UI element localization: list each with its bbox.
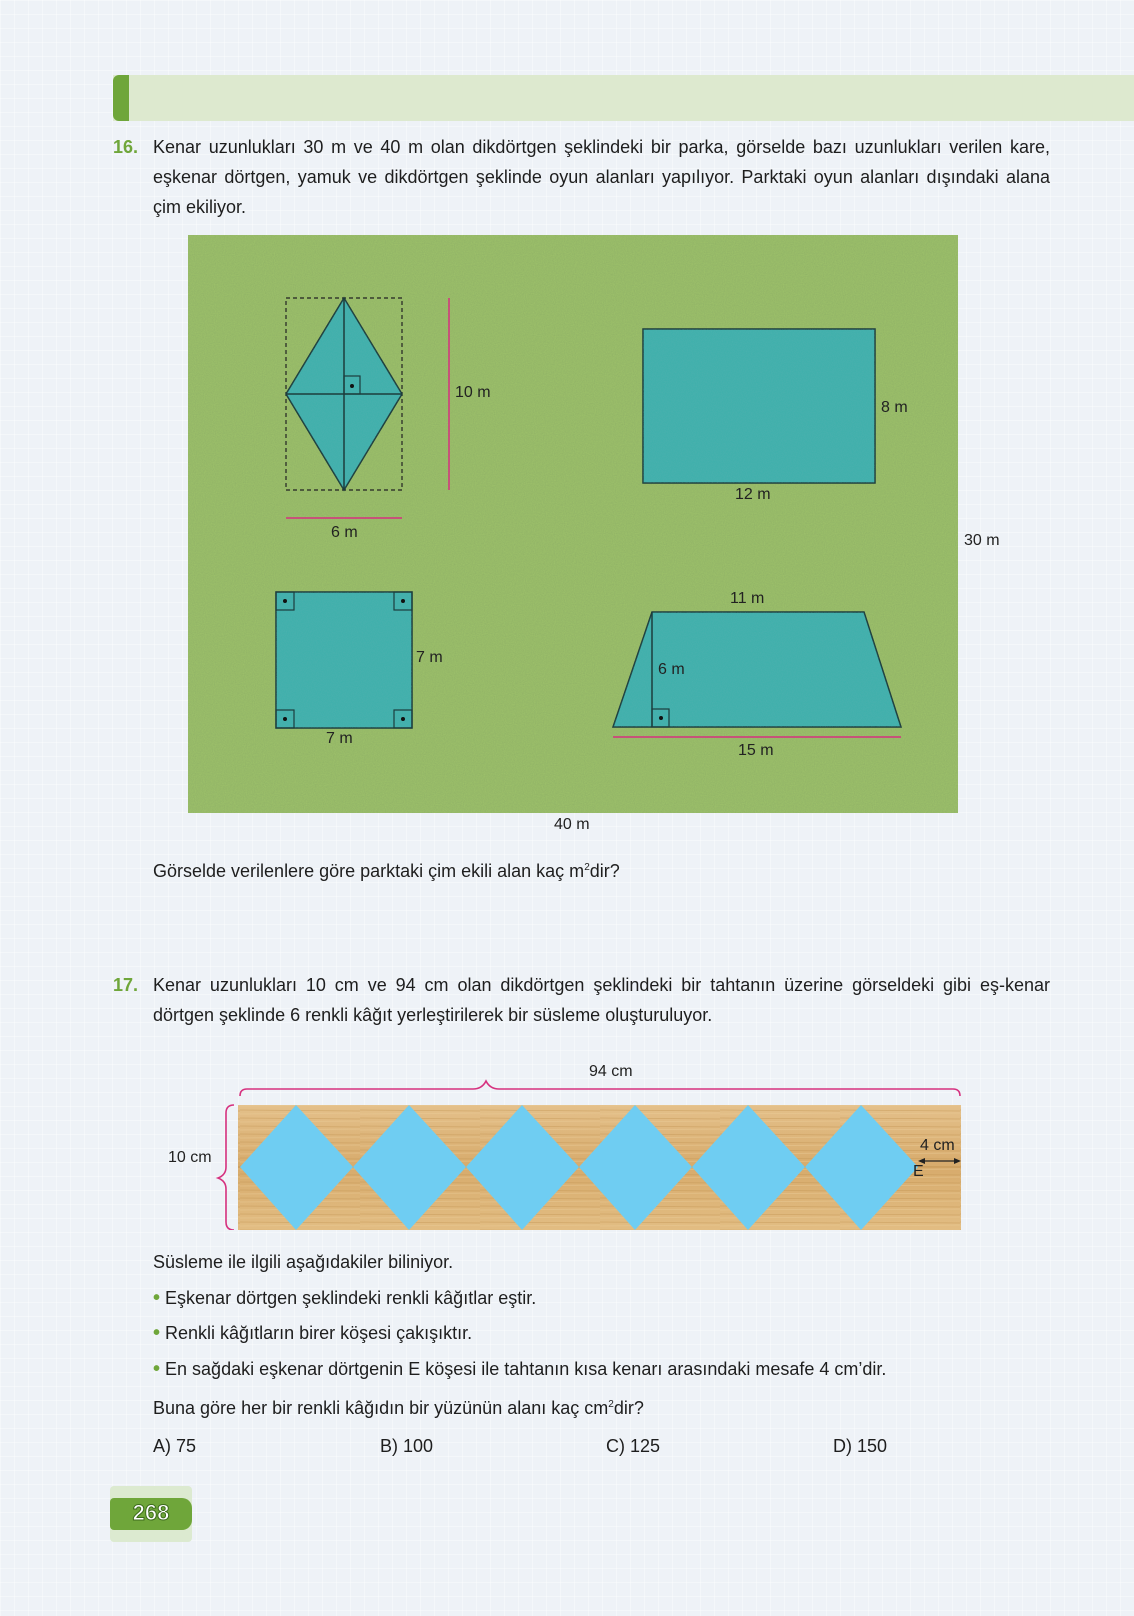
rectangle-width-label: 12 m [735, 486, 771, 503]
bullet-1: • Eşkenar dörtgen şeklindeki renkli kâğıtlar eştir. [153, 1287, 537, 1309]
question-17-number: 17. [113, 975, 139, 995]
board-height-label: 10 cm [168, 1149, 212, 1166]
bullet-3: • En sağdaki eşkenar dörtgenin E köşesi ile tahtanın kısa kenarı arasındaki mesafe 4 cm’dir. [153, 1358, 887, 1380]
question-17-text: Kenar uzunlukları 10 cm ve 94 cm olan dikdörtgen şeklindeki bir tahtanın üzerine görseldeki gibi eş-kenar dörtgen şeklinde 6 renkli kâğıt yerleştirilerek bir süsleme oluşturuluyor. [153, 975, 1050, 1025]
bullet-dot-icon: • [153, 1322, 161, 1344]
square-side-bottom-label: 7 m [326, 730, 353, 747]
trapezoid-height-label: 6 m [658, 661, 685, 678]
vertex-e-label: E [913, 1163, 924, 1180]
question-17-intro: Süsleme ile ilgili aşağıdakiler biliniyor. [153, 1252, 454, 1272]
question-17-prompt: Buna göre her bir renkli kâğıdın bir yüzünün alanı kaç $cm^2dir$? [153, 1398, 644, 1418]
page-number: 268 [132, 1500, 170, 1525]
board-width-label: 94 cm [589, 1063, 633, 1080]
rhombus-height-label: 10 m [455, 384, 491, 401]
park-height-label: 30 m [964, 532, 1000, 549]
park-width-label: 40 m [554, 816, 590, 833]
option-c[interactable]: C) 125 [606, 1436, 661, 1456]
rhombus-width-label: 6 m [331, 524, 358, 541]
option-a[interactable]: A) 75 [153, 1436, 197, 1456]
rectangle-playground [643, 329, 875, 483]
trapezoid-top-label: 11 m [730, 590, 765, 607]
bullet-2: • Renkli kâğıtların birer köşesi çakışıktır. [153, 1322, 473, 1344]
trapezoid-bottom-label: 15 m [738, 742, 774, 759]
question-16-prompt: Görselde verilenlere göre parktaki çim ekili alan kaç $m^2dir$? [153, 861, 620, 881]
board-figure [0, 1060, 1134, 1230]
question-16-number: 16. [113, 137, 139, 157]
bullet-dot-icon: • [153, 1358, 161, 1380]
bullet-dot-icon: • [153, 1287, 161, 1309]
trapezoid-playground [613, 612, 901, 737]
option-b[interactable]: B) 100 [380, 1436, 434, 1456]
question-16-text: Kenar uzunlukları 30 m ve 40 m olan dikdörtgen şeklindeki bir parka, görselde bazı uzunlukları verilen kare, eşkenar dörtgen, yamuk ve dikdörtgen şeklinde oyun alanları yapılıyor. Parktaki oyun alanları dışındaki alana çim ekiliyor. [153, 137, 1050, 217]
gap-label: 4 cm [920, 1137, 955, 1154]
option-d[interactable]: D) 150 [833, 1436, 888, 1456]
rectangle-height-label: 8 m [881, 399, 908, 416]
square-side-right-label: 7 m [416, 649, 443, 666]
square-playground [276, 592, 412, 728]
